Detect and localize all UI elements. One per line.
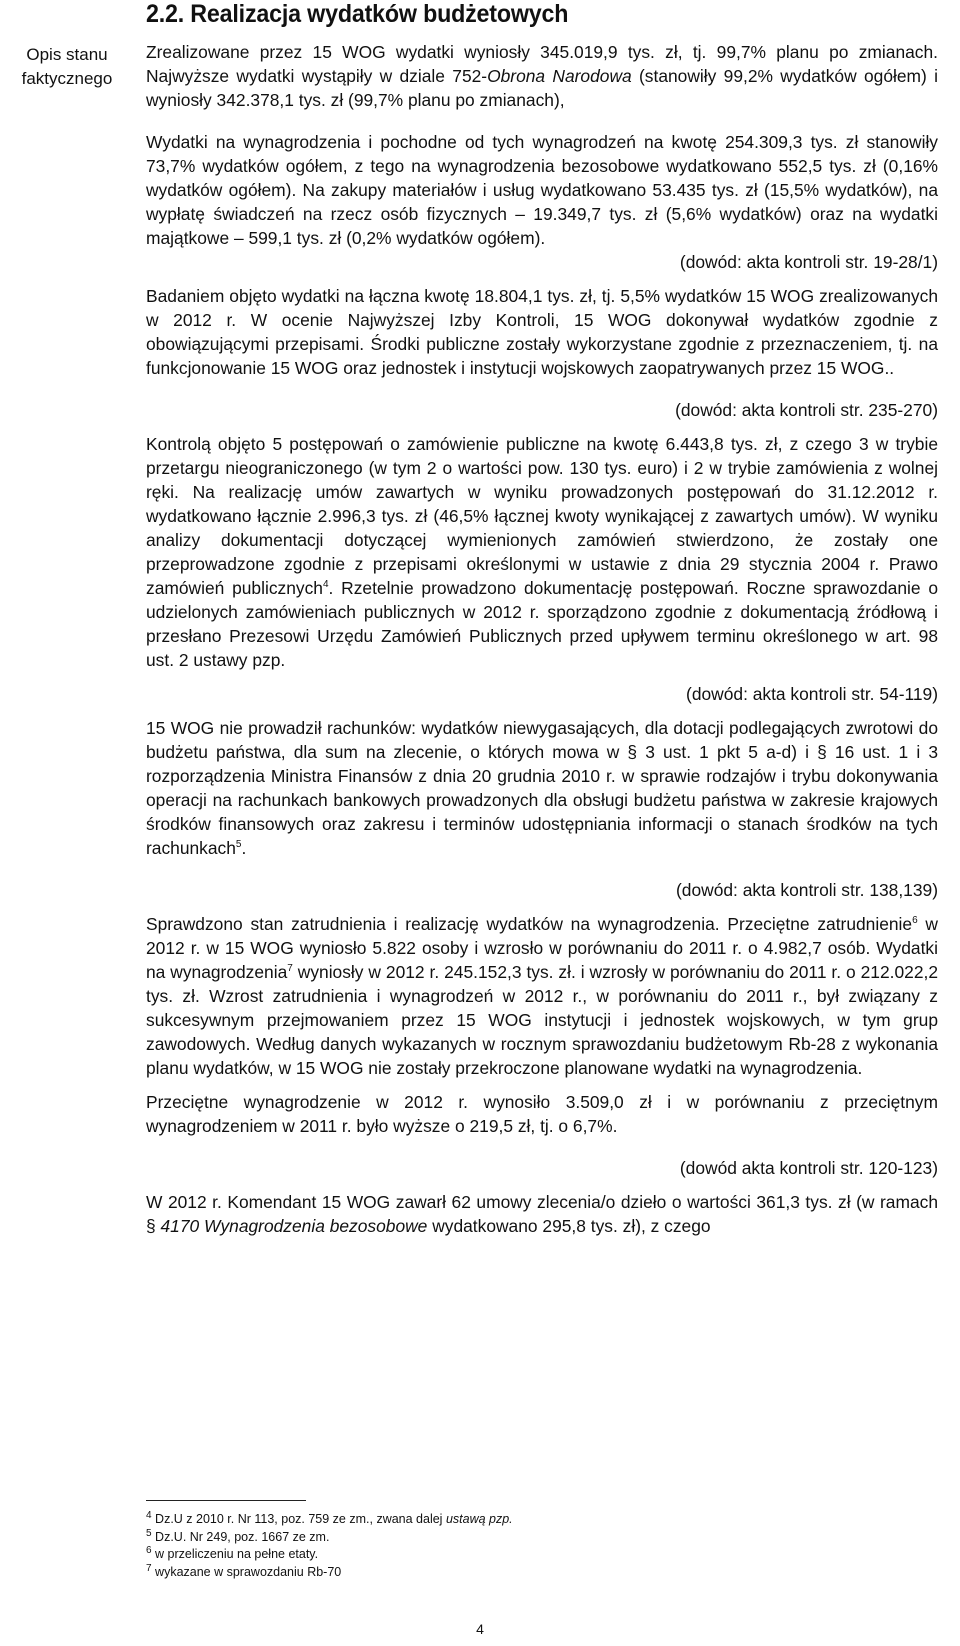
page-number: 4	[476, 1621, 484, 1637]
footnote-ref-6: 6	[912, 915, 918, 927]
margin-label	[8, 43, 126, 91]
paragraph-2: Wydatki na wynagrodzenia i pochodne od tych wynagrodzeń na kwotę 254.309,3 tys. zł stanowiły 73,7% wydatków ogółem, z tego na wynagrodzenia bezosobowe wydatkowano 552,5 tys. zł (0,16% wydatków ogółem). Na zakupy materiałów i usług wydatkowano 53.435 tys. zł (15,5% wydatków), na wypłatę świadczeń na rzecz osób fizycznych – 19.349,7 tys. zł (5,6% wydatków) oraz na wydatki majątkowe – 599,1 tys. zł (0,2% wydatków ogółem).	[146, 132, 938, 248]
paragraph-8: W 2012 r. Komendant 15 WOG zawarł 62 umowy zlecenia/o dzieło o wartości 361,3 tys. zł (w ramach § 4170 Wynagrodzenia bezosobowe wydatkowano 295,8 tys. zł), z czego	[146, 1192, 938, 1236]
paragraph-6: Sprawdzono stan zatrudnienia i realizację wydatków na wynagrodzenia. Przeciętne zatrudnienie$^6$ w 2012 r. w 15 WOG wyniosło 5.822 osoby i wzrosło w porównaniu do 2011 r. o 4.982,7 osób. Wydatki na wynagrodzenia$^7$ wyniosły w 2012 r. 245.152,3 tys. zł. i wzrosły w porównaniu do 2011 r. o 212.022,2 tys. zł. Wzrost zatrudnienia i wynagrodzeń w 2012 r., w porównaniu do 2011 r., był związany z sukcesywnym przejmowaniem przez 15 WOG instytucji i jednostek wojskowych, w tym grup zawodowych. Według danych wykazanych w rocznym sprawozdaniu budżetowym Rb-28 z wykonania planu wydatków, w 15 WOG nie zostały przekroczone planowane wydatki na wynagrodzenia.	[146, 914, 938, 1078]
footnote-4: $^4$ Dz.U z 2010 r. Nr 113, poz. 759 ze zm., zwana dalej ustawą pzp.	[146, 1509, 513, 1526]
footnote-6: $^6$ w przeliczeniu na pełne etaty.	[146, 1544, 319, 1561]
body-text	[146, 40, 938, 1238]
footnote-ref-4: 4	[322, 579, 329, 591]
paragraph-7: Przeciętne wynagrodzenie w 2012 r. wynosiło 3.509,0 zł i w porównaniu z przeciętnym wynagrodzeniem w 2011 r. było wyższe o 219,5 zł, tj. o 6,7%.	[146, 1092, 938, 1136]
evidence-reference: (dowód: akta kontroli str. 19-28/1)	[679, 252, 938, 272]
evidence-reference: (dowód: akta kontroli str. 138,139)	[676, 880, 938, 900]
margin-label-line-1: Opis stanu	[26, 45, 108, 64]
section-heading: 2.2. Realizacja wydatków budżetowych	[146, 0, 569, 28]
footnote-5: $^5$ Dz.U. Nr 249, poz. 1667 ze zm.	[146, 1527, 330, 1544]
footnote-ref-7: 7	[287, 963, 293, 975]
evidence-reference: (dowód: akta kontroli str. 235-270)	[675, 400, 938, 420]
paragraph-4: Kontrolą objęto 5 postępowań o zamówienie publiczne na kwotę 6.443,8 tys. zł, z czego 3 w trybie przetargu nieograniczonego (w tym 2 o wartości pow. 130 tys. euro) i 2 w trybie zamówienia z wolnej ręki. Na realizację umów zawartych w wyniku prowadzonych postępowań do 31.12.2012 r. wydatkowano łącznie 2.996,3 tys. zł (46,5% łącznej kwoty wynikającej z zawartych umów). W wyniku analizy dokumentacji dotyczącej wymienionych zamówień stwierdzono, że zostały one przeprowadzone zgodnie z przepisami określonymi w ustawie z dnia 29 stycznia 2004 r. Prawo zamówień publicznych$^4$. Rzetelnie prowadzono dokumentację postępowań. Roczne sprawozdanie o udzielonych zamówieniach publicznych w 2012 r. sporządzono zgodnie z dokumentacją źródłową i przesłano Prezesowi Urzędu Zamówień Publicznych przed upływem terminu określonego w art. 98 ust. 2 ustawy pzp.	[146, 434, 938, 670]
margin-label-line-2: faktycznego	[21, 69, 113, 88]
footnote-divider	[146, 1500, 306, 1501]
paragraph-1: Zrealizowane przez 15 WOG wydatki wyniosły 345.019,9 tys. zł, tj. 99,7% planu po zmianach. Najwyższe wydatki wystąpiły w dziale 752-Obrona Narodowa (stanowiły 99,2% wydatków ogółem) i wyniosły 342.378,1 tys. zł (99,7% planu po zmianach),	[146, 42, 938, 110]
footnotes	[146, 1500, 938, 1581]
footnote-7: $^7$ wykazane w sprawozdaniu Rb-70	[146, 1562, 342, 1579]
paragraph-5: 15 WOG nie prowadził rachunków: wydatków niewygasających, dla dotacji podlegających zwrotowi do budżetu państwa, dla sum na zlecenie, o których mowa w § 3 ust. 1 pkt 5 a-d) i § 16 ust. 1 i 3 rozporządzenia Ministra Finansów z dnia 20 grudnia 2010 r. w sprawie rodzajów i trybu dokonywania operacji na rachunkach bankowych prowadzonych dla obsługi budżetu państwa w zakresie krajowych środków finansowych oraz zakresu i terminów udostępniania informacji o stanach środków na tych rachunkach$^5$.	[146, 718, 938, 858]
footnote-ref-5: 5	[235, 839, 242, 851]
evidence-reference: (dowód: akta kontroli str. 54-119)	[686, 684, 938, 704]
paragraph-3: Badaniem objęto wydatki na łączna kwotę 18.804,1 tys. zł, tj. 5,5% wydatków 15 WOG zrealizowanych w 2012 r. W ocenie Najwyższej Izby Kontroli, 15 WOG dokonywał wydatków zgodnie z obowiązującymi przepisami. Środki publiczne zostały wykorzystane zgodnie z przeznaczeniem, tj. na funkcjonowanie 15 WOG oraz jednostek i instytucji wojskowych zaopatrywanych przez 15 WOG..	[146, 286, 938, 378]
evidence-reference: (dowód akta kontroli str. 120-123)	[679, 1158, 938, 1178]
